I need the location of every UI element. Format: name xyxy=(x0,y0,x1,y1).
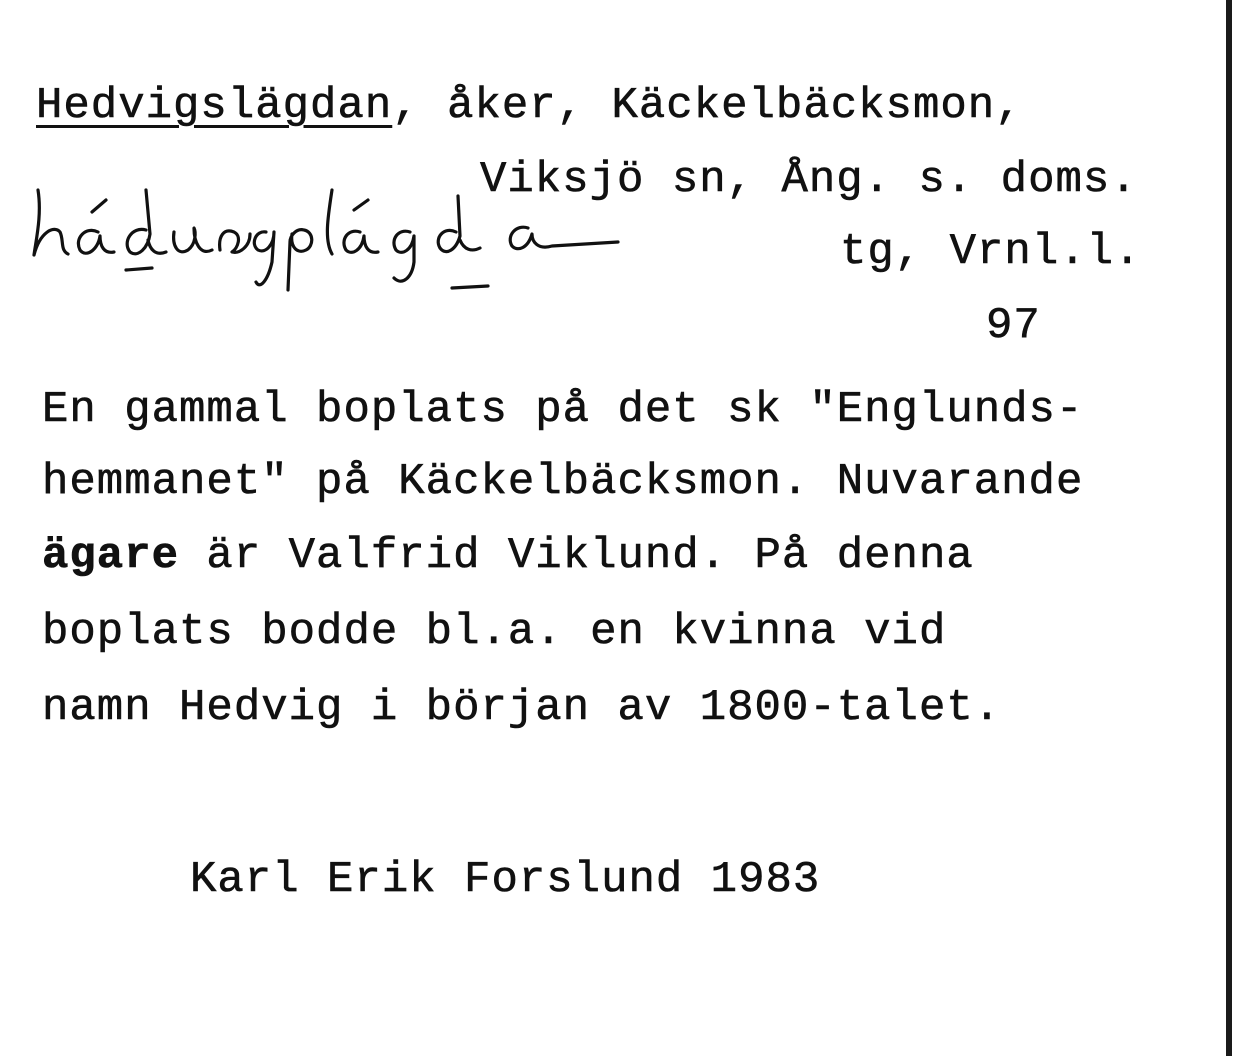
header-line-2: Viksjö sn, Ång. s. doms. xyxy=(480,155,1138,205)
handwritten-pronunciation xyxy=(28,170,648,320)
headword: Hedvigslägdan xyxy=(36,81,393,131)
card-number: 97 xyxy=(986,301,1041,351)
signature: Karl Erik Forslund 1983 xyxy=(190,855,821,905)
header-line-1 xyxy=(36,81,1023,131)
body-line-2: hemmanet" på Käckelbäcksmon. Nuvarande xyxy=(42,457,1084,507)
body-bold-word: ägare xyxy=(42,531,180,581)
body-line-3 xyxy=(42,531,974,581)
headword-continuation: , åker, Käckelbäcksmon, xyxy=(392,81,1023,131)
card-edge-border xyxy=(1226,0,1232,1056)
header-line-3: tg, Vrnl.l. xyxy=(840,227,1142,277)
body-line-5: namn Hedvig i början av 1800-talet. xyxy=(42,683,1002,733)
body-line-3-rest: är Valfrid Viklund. På denna xyxy=(179,531,974,581)
body-line-1: En gammal boplats på det sk "Englunds- xyxy=(42,385,1084,435)
body-line-4: boplats bodde bl.a. en kvinna vid xyxy=(42,607,947,657)
